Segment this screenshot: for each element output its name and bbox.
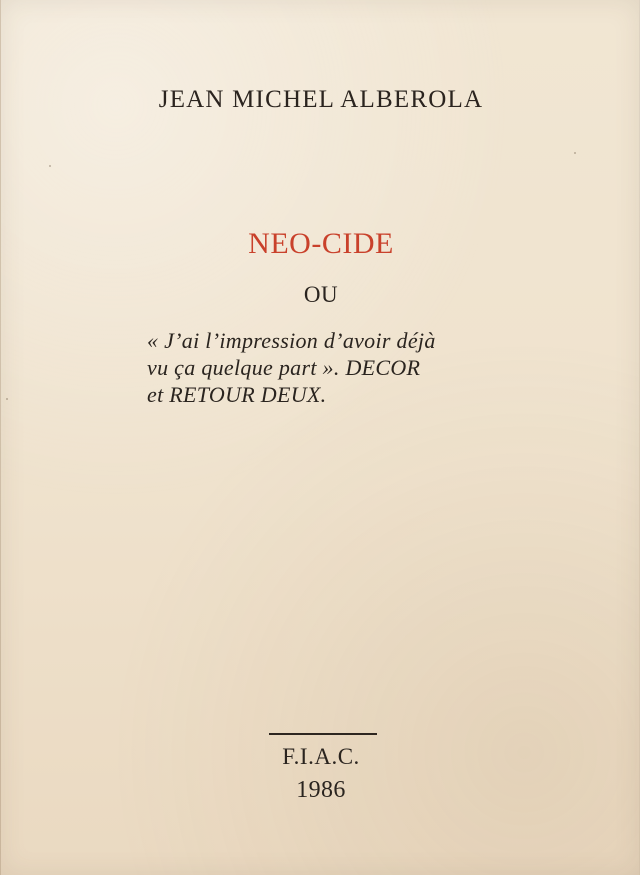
paper-speck [6,398,8,400]
paper-speck [49,165,51,167]
author-name: JEAN MICHEL ALBEROLA [158,86,484,113]
subtitle [147,327,507,408]
publication-year: 1986 [296,777,346,803]
book-title: NEO-CIDE [248,227,394,260]
subtitle-line-3: et RETOUR DEUX. [147,382,327,407]
title-connector: OU [303,282,339,307]
publisher: F.I.A.C. [282,744,360,769]
paper-speck [574,152,576,154]
subtitle-line-1: « J’ai l’impression d’avoir déjà [147,328,436,353]
subtitle-line-2: vu ça quelque part ». DECOR [147,355,421,380]
divider-rule [269,733,377,735]
